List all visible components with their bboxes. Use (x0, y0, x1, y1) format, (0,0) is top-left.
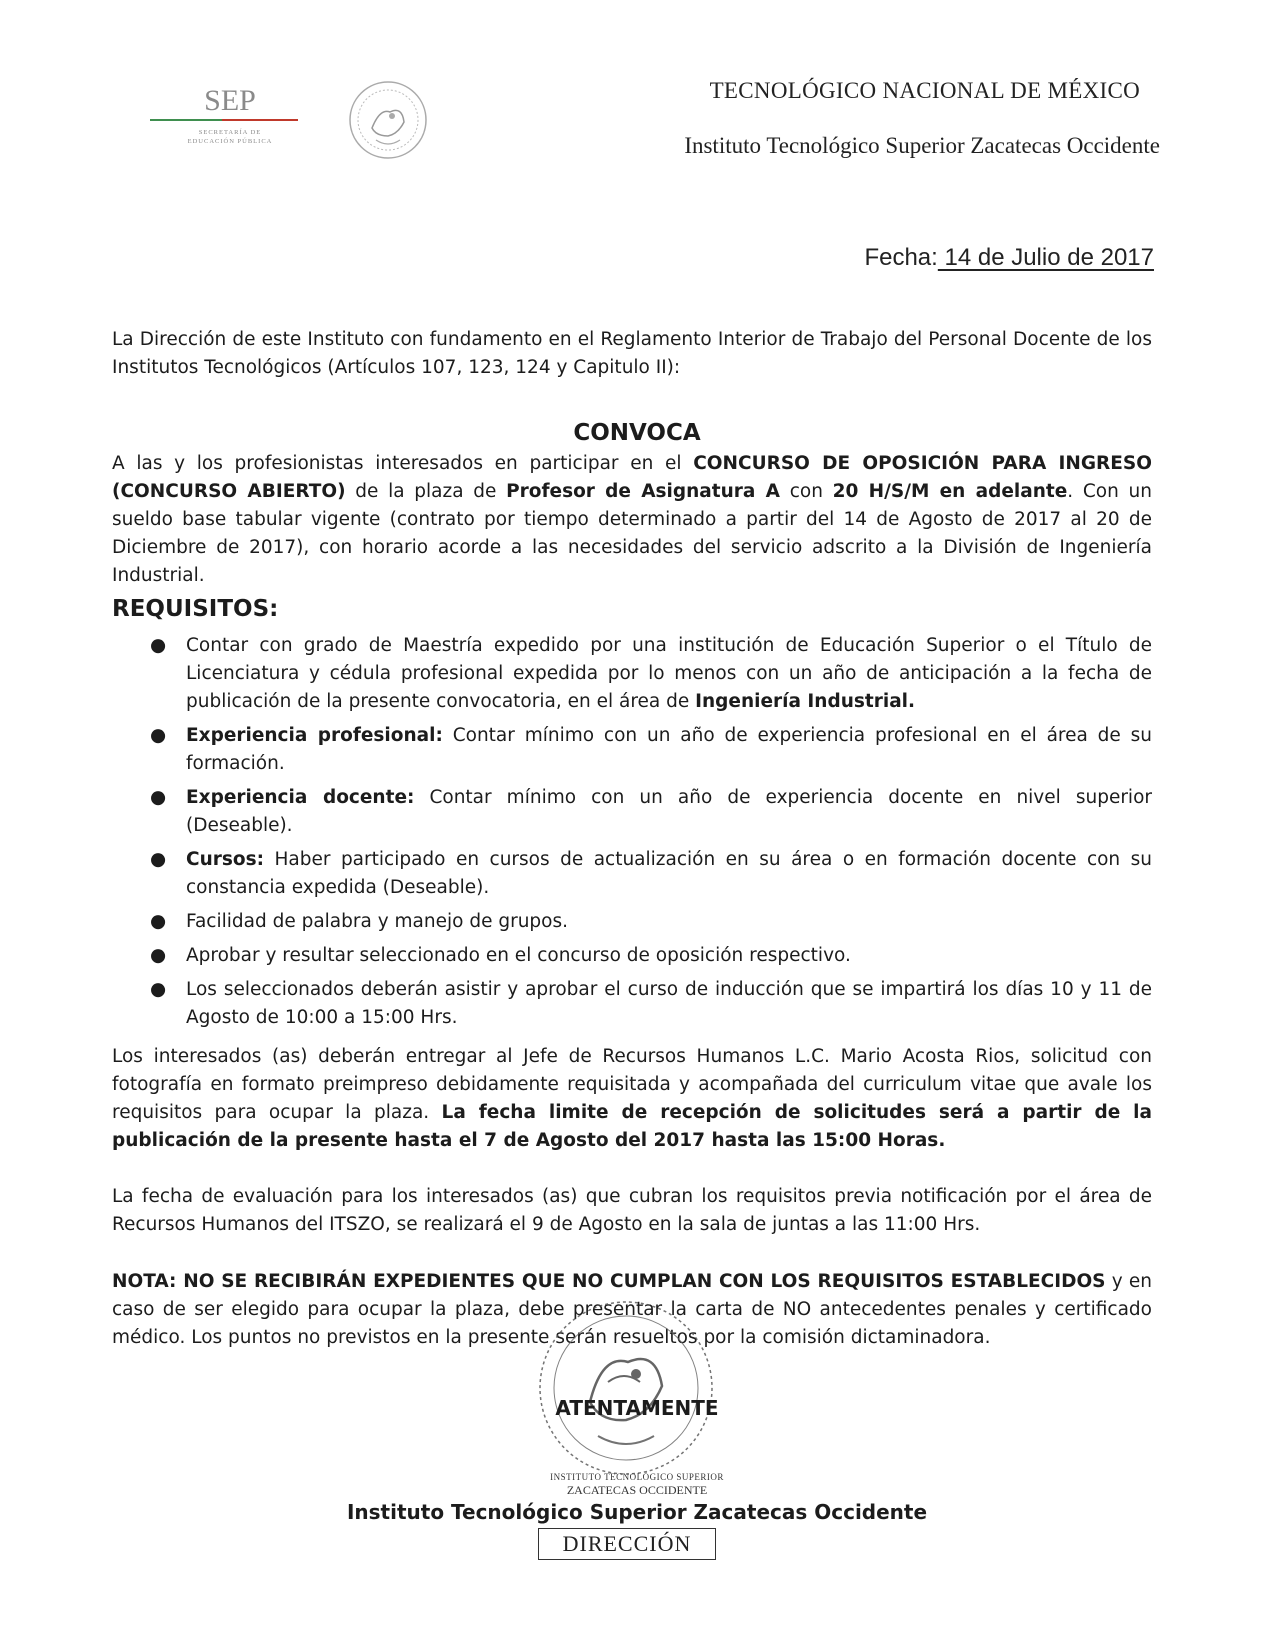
organization-title: TECNOLÓGICO NACIONAL DE MÉXICO (709, 78, 1140, 103)
closing-atentamente: ATENTAMENTE (555, 1396, 719, 1420)
entrega-text: Los interesados (as) deberán entregar al Jefe de Recursos Humanos L.C. Mario Acosta Rios, solicitud con fotografía en formato preimpreso debidamente requisitada y acompañada del curriculum vitae que avale los requisitos para ocupar la plaza. (112, 1046, 1152, 1123)
convoca-heading: CONVOCA (573, 420, 701, 446)
item-tail-bold: Ingeniería Industrial. (695, 691, 916, 712)
intro-paragraph: La Dirección de este Instituto con fundamento en el Reglamento Interior de Trabajo del Personal Docente de los Institutos Tecnológicos (Artículos 107, 123, 124 y Capitulo II): (112, 329, 1152, 378)
direccion-stamp: DIRECCIÓN (538, 1528, 716, 1560)
bullet-icon: ● (150, 635, 167, 656)
item-text: Aprobar y resultar seleccionado en el concurso de oposición respectivo. (186, 945, 851, 966)
item-text: Contar mínimo con un año de experiencia docente en nivel superior (Deseable). (186, 787, 1152, 836)
bullet-icon: ● (150, 911, 167, 932)
list-item (112, 908, 1152, 936)
convoca-bold-3: 20 H/S/M en adelante (832, 481, 1068, 502)
list-item (112, 722, 1152, 778)
entrega-paragraph (112, 1043, 1152, 1155)
list-item (112, 942, 1152, 970)
stamp-institute-line: INSTITUTO TECNOLÓGICO SUPERIOR (550, 1472, 724, 1482)
convoca-text-2: de la plaza de (345, 481, 507, 502)
item-text: Haber participado en cursos de actualización en su área o en formación docente con su constancia expedida (Deseable). (186, 849, 1152, 898)
bullet-icon: ● (150, 787, 167, 808)
item-bold: Cursos: (186, 849, 265, 870)
item-text: Facilidad de palabra y manejo de grupos. (186, 911, 568, 932)
requisitos-heading: REQUISITOS: (112, 596, 279, 622)
stamp-campus-line: ZACATECAS OCCIDENTE (566, 1483, 708, 1497)
entrega-deadline: La fecha limite de recepción de solicitudes será a partir de la publicación de la presente hasta el 7 de Agosto del 2017 hasta las 15:00 Horas. (112, 1102, 1153, 1151)
list-item (112, 784, 1152, 840)
item-bold: Experiencia profesional: (186, 725, 443, 746)
date-label: Fecha: (864, 244, 938, 271)
sep-logo-sub2: EDUCACIÓN PÚBLICA (187, 138, 273, 145)
requisitos-list (112, 632, 1152, 1038)
mexican-coat-of-arms-seal-icon (528, 1290, 724, 1486)
bullet-icon: ● (150, 725, 167, 746)
sep-logo-text: SEP (204, 84, 256, 117)
convoca-text-3: con (780, 481, 833, 502)
convoca-bold-2: Profesor de Asignatura A (506, 481, 780, 502)
item-text: Contar con grado de Maestría expedido por una institución de Educación Superior o el Título de Licenciatura y cédula profesional expedida por lo menos con un año de anticipación a la fecha de publicación de la presente convocatoria, en el área de (186, 635, 1152, 712)
list-item (112, 976, 1152, 1032)
bullet-icon: ● (150, 979, 167, 1000)
item-bold: Experiencia docente: (186, 787, 415, 808)
item-text: Los seleccionados deberán asistir y aprobar el curso de inducción que se impartirá los días 10 y 11 de Agosto de 10:00 a 15:00 Hrs. (186, 979, 1152, 1028)
convoca-bold-1: CONCURSO DE OPOSICIÓN PARA INGRESO (CONCURSO ABIERTO) (112, 453, 1152, 502)
convoca-paragraph (112, 450, 1152, 590)
sep-logo (150, 84, 310, 164)
nota-bold: NOTA: NO SE RECIBIRÁN EXPEDIENTES QUE NO CUMPLAN CON LOS REQUISITOS ESTABLECIDOS (112, 1271, 1106, 1292)
evaluacion-paragraph: La fecha de evaluación para los interesados (as) que cubran los requisitos previa notificación por el área de Recursos Humanos del ITSZO, se realizará el 9 de Agosto en la sala de juntas a las 11:00 Hrs. (112, 1186, 1152, 1235)
sep-logo-sub1: SECRETARÍA DE (198, 129, 262, 136)
mexican-coat-of-arms-seal-icon (346, 78, 430, 162)
item-text: Contar mínimo con un año de experiencia profesional en el área de su formación. (186, 725, 1152, 774)
list-item (112, 632, 1152, 716)
bullet-icon: ● (150, 849, 167, 870)
date-line (700, 244, 1154, 272)
signature-institution: Instituto Tecnológico Superior Zacatecas Occidente (346, 1500, 928, 1524)
list-item (112, 846, 1152, 902)
nota-text: y en caso de ser elegido para ocupar la plaza, debe presentar la carta de NO antecedentes penales y certificado médico. Los puntos no previstos en la presente serán resueltos por la comisión dictaminadora. (112, 1271, 1152, 1348)
date-value: 14 de Julio de 2017 (937, 244, 1154, 271)
convoca-text-4: . Con un sueldo base tabular vigente (contrato por tiempo determinado a partir del 14 de Agosto de 2017 al 20 de Diciembre de 2017), con horario acorde a las necesidades del servicio adscrito a la División de Ingeniería Industrial. (112, 481, 1152, 586)
institute-name: Instituto Tecnológico Superior Zacatecas Occidente (684, 133, 1160, 158)
convoca-text-1: A las y los profesionistas interesados en participar en el (112, 453, 694, 474)
bullet-icon: ● (150, 945, 167, 966)
